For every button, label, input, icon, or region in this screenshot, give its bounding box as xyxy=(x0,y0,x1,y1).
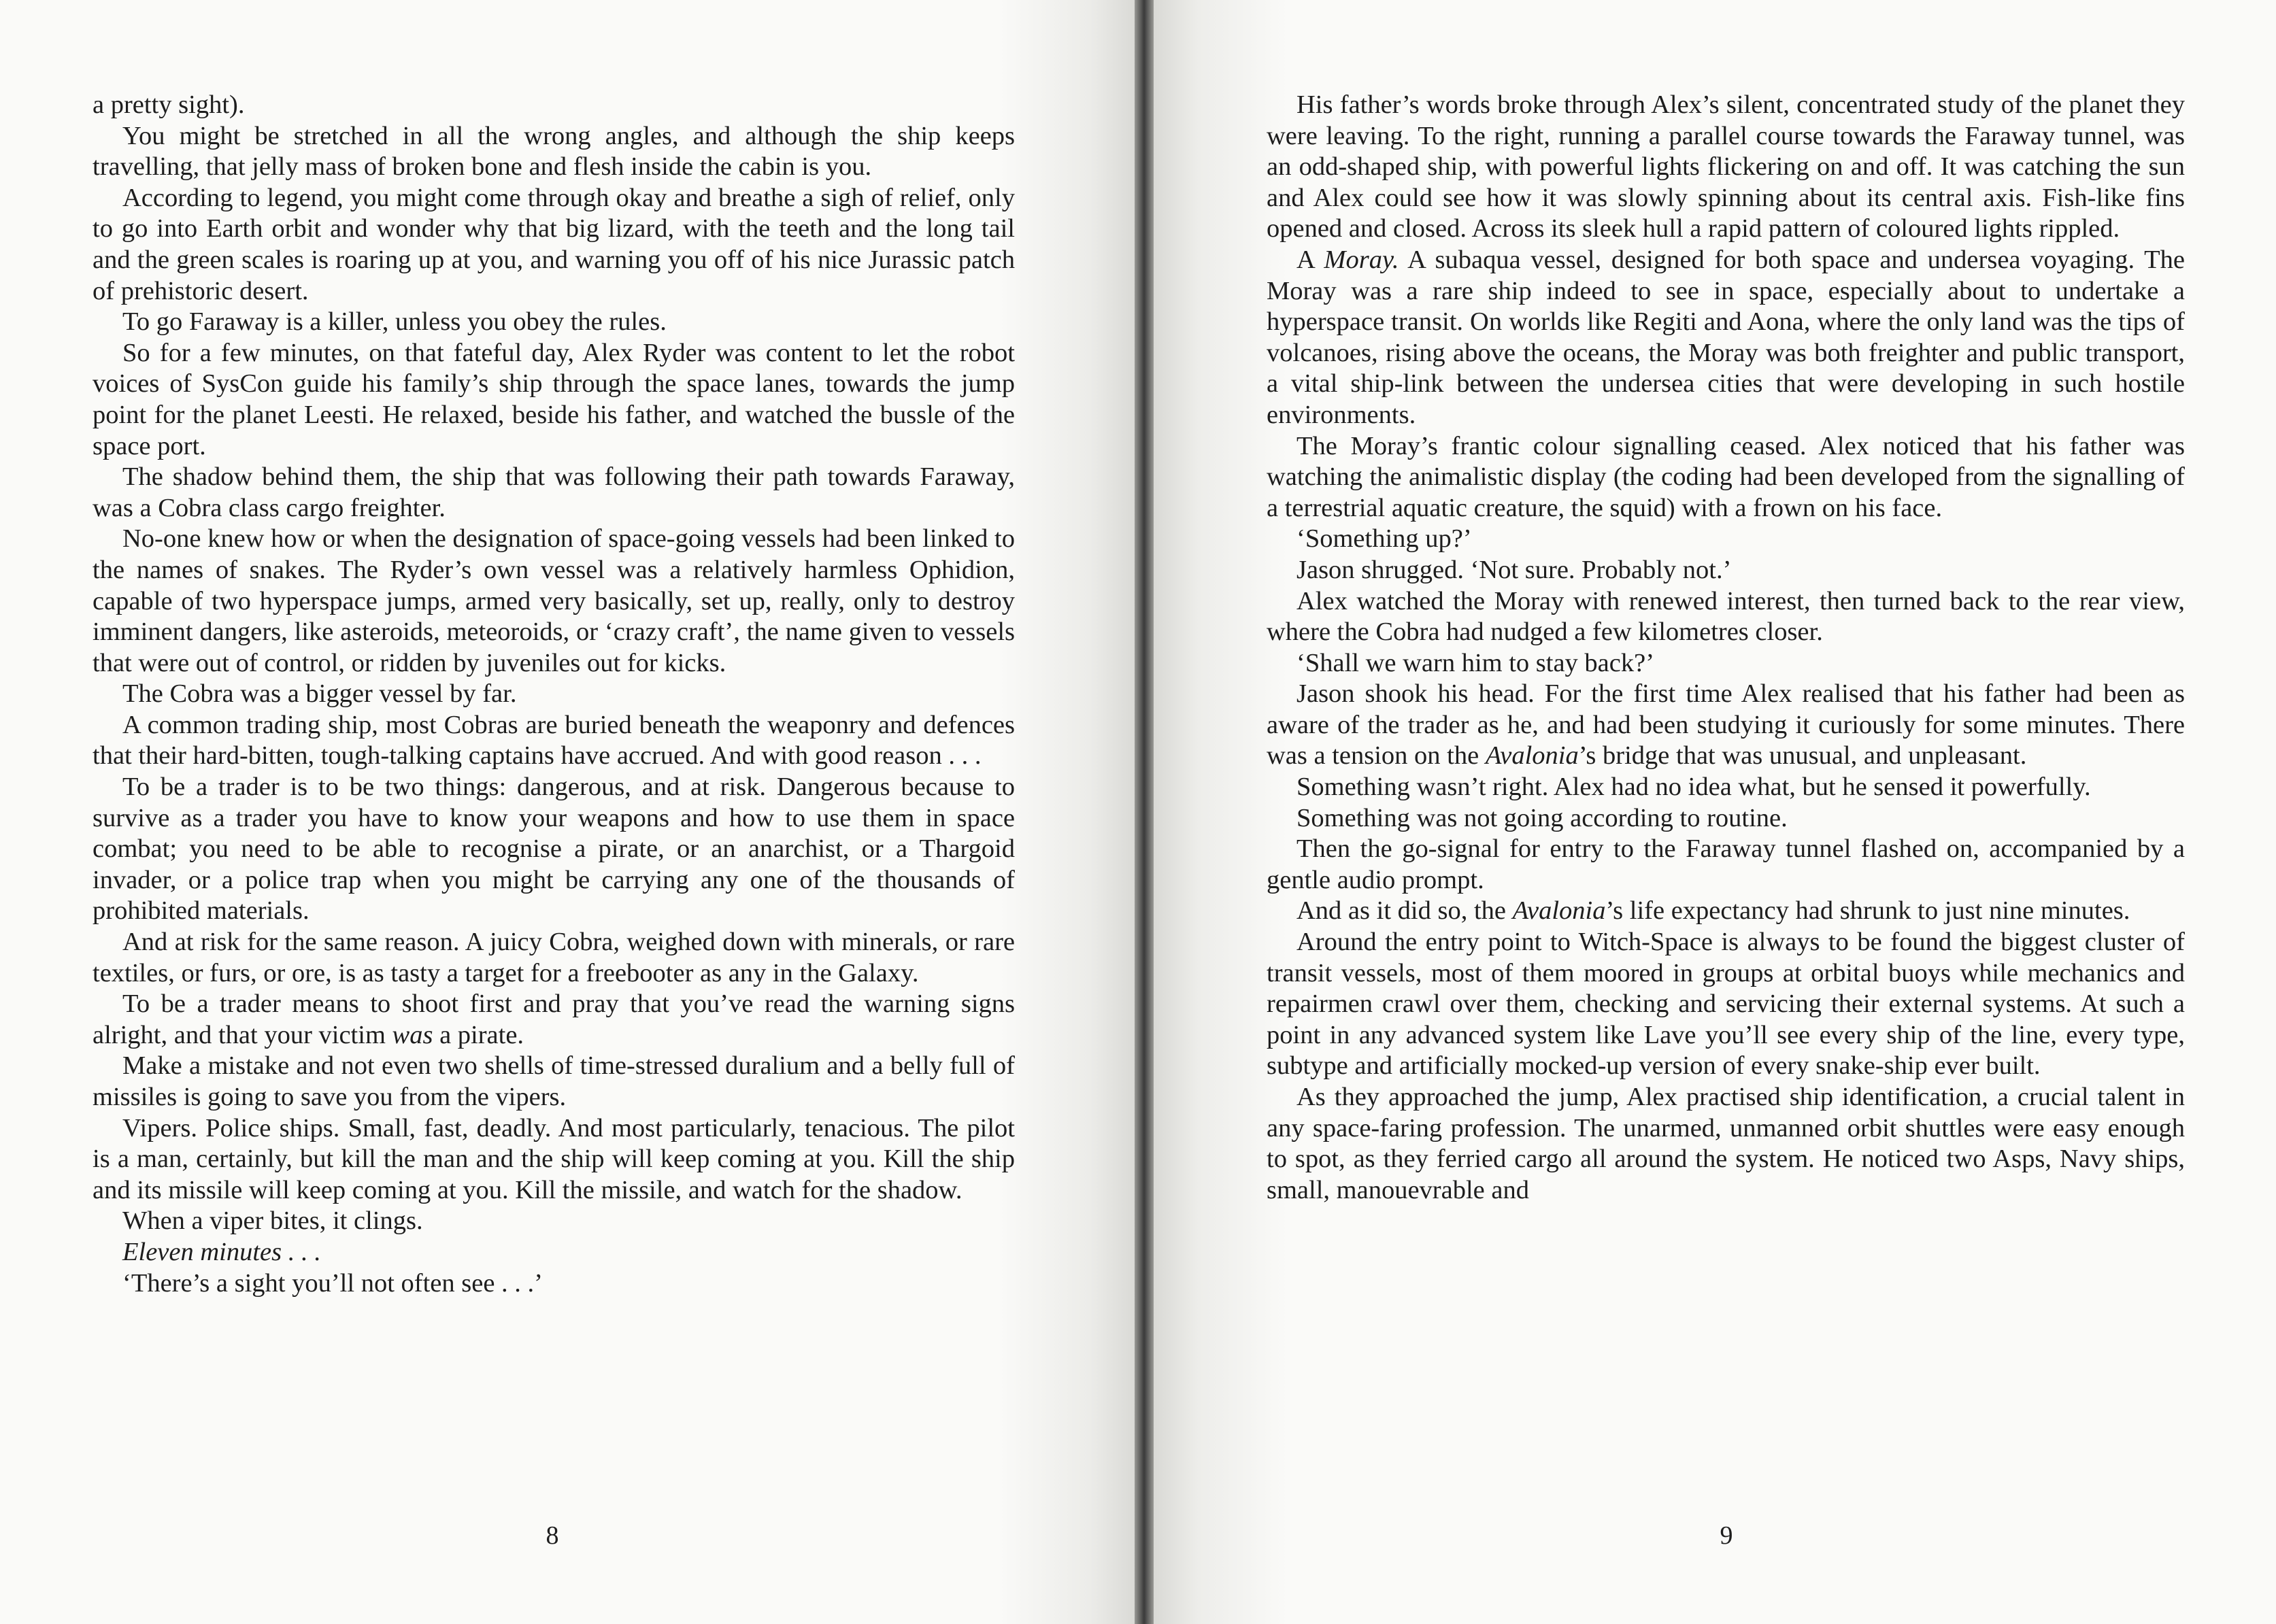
paragraph: So for a few minutes, on that fateful day, Alex Ryder was content to let the robot voices of SysCon guide his family’s ship through the space lanes, towards the jump point for the planet Leesti. He relaxed, beside his father, and watched the bussle of the space port. xyxy=(93,338,1015,460)
paragraph: ‘Shall we warn him to stay back?’ xyxy=(1296,648,1655,677)
paragraph: Something wasn’t right. Alex had no idea what, but he sensed it powerfully. xyxy=(1296,773,2091,802)
paragraph: The shadow behind them, the ship that was following their path towards Faraway, was a Cobra class cargo freighter. xyxy=(93,462,1015,522)
paragraph: Around the entry point to Witch-Space is always to be found the biggest cluster of transit vessels, most of them moored in groups at orbital buoys while mechanics and repairmen crawl over them, checking and servicing their external systems. At such a point in any advanced system like Lave you’ll see every ship of the line, every type, subtype and artificially mocked-up version of every snake-ship ever built. xyxy=(1267,928,2185,1081)
left-page-text xyxy=(93,90,1015,1299)
italic-text: Moray. xyxy=(1324,245,1399,274)
paragraph: a pretty sight). xyxy=(93,90,245,119)
paragraph: You might be stretched in all the wrong angles, and although the ship keeps travelling, that jelly mass of broken bone and flesh inside the cabin is you. xyxy=(93,121,1015,182)
paragraph: According to legend, you might come through okay and breathe a sigh of relief, only to go into Earth orbit and wonder why that big lizard, with the teeth and the long tail and the green scales is roaring up at you, and warning you off of his nice Jurassic patch of prehistoric desert. xyxy=(93,183,1015,305)
paragraph xyxy=(93,989,1015,1051)
paragraph: Then the go-signal for entry to the Faraway tunnel flashed on, accompanied by a gentle audio prompt. xyxy=(1267,834,2185,894)
italic-text: Avalonia xyxy=(1512,896,1606,926)
paragraph: Vipers. Police ships. Small, fast, deadly. And most particularly, tenacious. The pilot is a man, certainly, but kill the man and the ship will keep coming at you. Kill the ship and its missile will keep coming at you. Kill the missile, and watch for the shadow. xyxy=(93,1113,1015,1204)
paragraph: His father’s words broke through Alex’s silent, concentrated study of the planet they were leaving. To the right, running a parallel course towards the Faraway tunnel, was an odd-shaped ship, with powerful lights flickering on and off. It was catching the sun and Alex could see how it was slowly spinning about its central axis. Fish-like fins opened and closed. Across its sleek hull a rapid pattern of coloured lights rippled. xyxy=(1267,90,2185,243)
paragraph xyxy=(1267,896,2185,927)
text-run: A subaqua vessel, designed for both space and undersea voyaging. The Moray was a rare ship indeed to see in space, especially about to undertake a hyperspace transit. On worlds like Regiti and Aona, where the only land was the tips of volcanoes, rising above the oceans, the Moray was both freighter and public transport, a vital ship-link between the undersea cities that were developing in such hostile environments. xyxy=(1267,245,2185,429)
paragraph: The Moray’s frantic colour signalling ceased. Alex noticed that his father was watching the animalistic display (the coding had been developed from the signalling of a terrestrial aquatic creature, the squid) with a frown on his face. xyxy=(1267,431,2185,522)
italic-text: was xyxy=(392,1020,433,1049)
paragraph: To be a trader is to be two things: dangerous, and at risk. Dangerous because to survive as a trader you have to know your weapons and how to use them in space combat; you need to be able to recognise a pirate, or an anarchist, or a Thargoid invader, or a police trap when you might be carrying any one of the thousands of prohibited materials. xyxy=(93,773,1015,926)
paragraph: ‘There’s a sight you’ll not often see . . .’ xyxy=(122,1268,543,1298)
paragraph: Something was not going according to routine. xyxy=(1296,803,1788,832)
text-run: Jason shook his head. For the first time Alex realised that his father had been as aware of the trader as he, and had been studying it curiously for some minutes. There was a tension on the xyxy=(1267,679,2185,771)
right-page-text xyxy=(1267,90,2185,1206)
page-number-right: 9 xyxy=(1720,1521,1733,1550)
paragraph: Alex watched the Moray with renewed interest, then turned back to the rear view, where the Cobra had nudged a few kilometres closer. xyxy=(1267,586,2185,647)
paragraph: As they approached the jump, Alex practised ship identification, a crucial talent in any space-faring profession. The unarmed, unmanned orbit shuttles were easy enough to spot, as they ferried cargo all around the system. He noticed two Asps, Navy ships, small, manouevrable and xyxy=(1267,1083,2185,1204)
text-run: ’s bridge that was unusual, and unpleasant. xyxy=(1578,741,2027,771)
paragraph: The Cobra was a bigger vessel by far. xyxy=(122,679,517,709)
paragraph: When a viper bites, it clings. xyxy=(122,1206,423,1236)
paragraph: ‘Something up?’ xyxy=(1296,524,1472,554)
paragraph xyxy=(1267,679,2185,772)
text-run: To be a trader means to shoot first and pray that you’ve read the warning signs alright, and that your victim xyxy=(93,989,1015,1049)
paragraph: Make a mistake and not even two shells of time-stressed duralium and a belly full of missiles is going to save you from the vipers. xyxy=(93,1051,1015,1111)
paragraph: No-one knew how or when the designation of space-going vessels had been linked to the names of snakes. The Ryder’s own vessel was a relatively harmless Ophidion, capable of two hyperspace jumps, armed very basically, set up, really, only to destroy imminent dangers, like asteroids, meteoroids, or ‘crazy craft’, the name given to vessels that were out of control, or ridden by juveniles out for kicks. xyxy=(93,524,1015,677)
italic-text: Avalonia xyxy=(1485,741,1579,771)
paragraph: And at risk for the same reason. A juicy Cobra, weighed down with minerals, or rare textiles, or furs, or ore, is as tasty a target for a freebooter as any in the Galaxy. xyxy=(93,928,1015,987)
text-run: A xyxy=(1296,245,1314,274)
text-run: ’s life expectancy had shrunk to just nine minutes. xyxy=(1605,896,2130,926)
paragraph xyxy=(1267,245,2185,431)
italic-text: Eleven minutes . . . xyxy=(122,1237,321,1266)
page-number-left: 8 xyxy=(546,1521,559,1550)
text-run: And as it did so, the xyxy=(1296,896,1506,926)
paragraph: Jason shrugged. ‘Not sure. Probably not.’ xyxy=(1296,555,1732,584)
text-run: a pirate. xyxy=(439,1020,524,1049)
book-gutter xyxy=(1135,0,1154,1624)
paragraph: A common trading ship, most Cobras are buried beneath the weaponry and defences that their hard-bitten, tough-talking captains have accrued. And with good reason . . . xyxy=(93,710,1015,771)
paragraph: To go Faraway is a killer, unless you obey the rules. xyxy=(122,307,667,337)
paragraph xyxy=(93,1237,1015,1268)
